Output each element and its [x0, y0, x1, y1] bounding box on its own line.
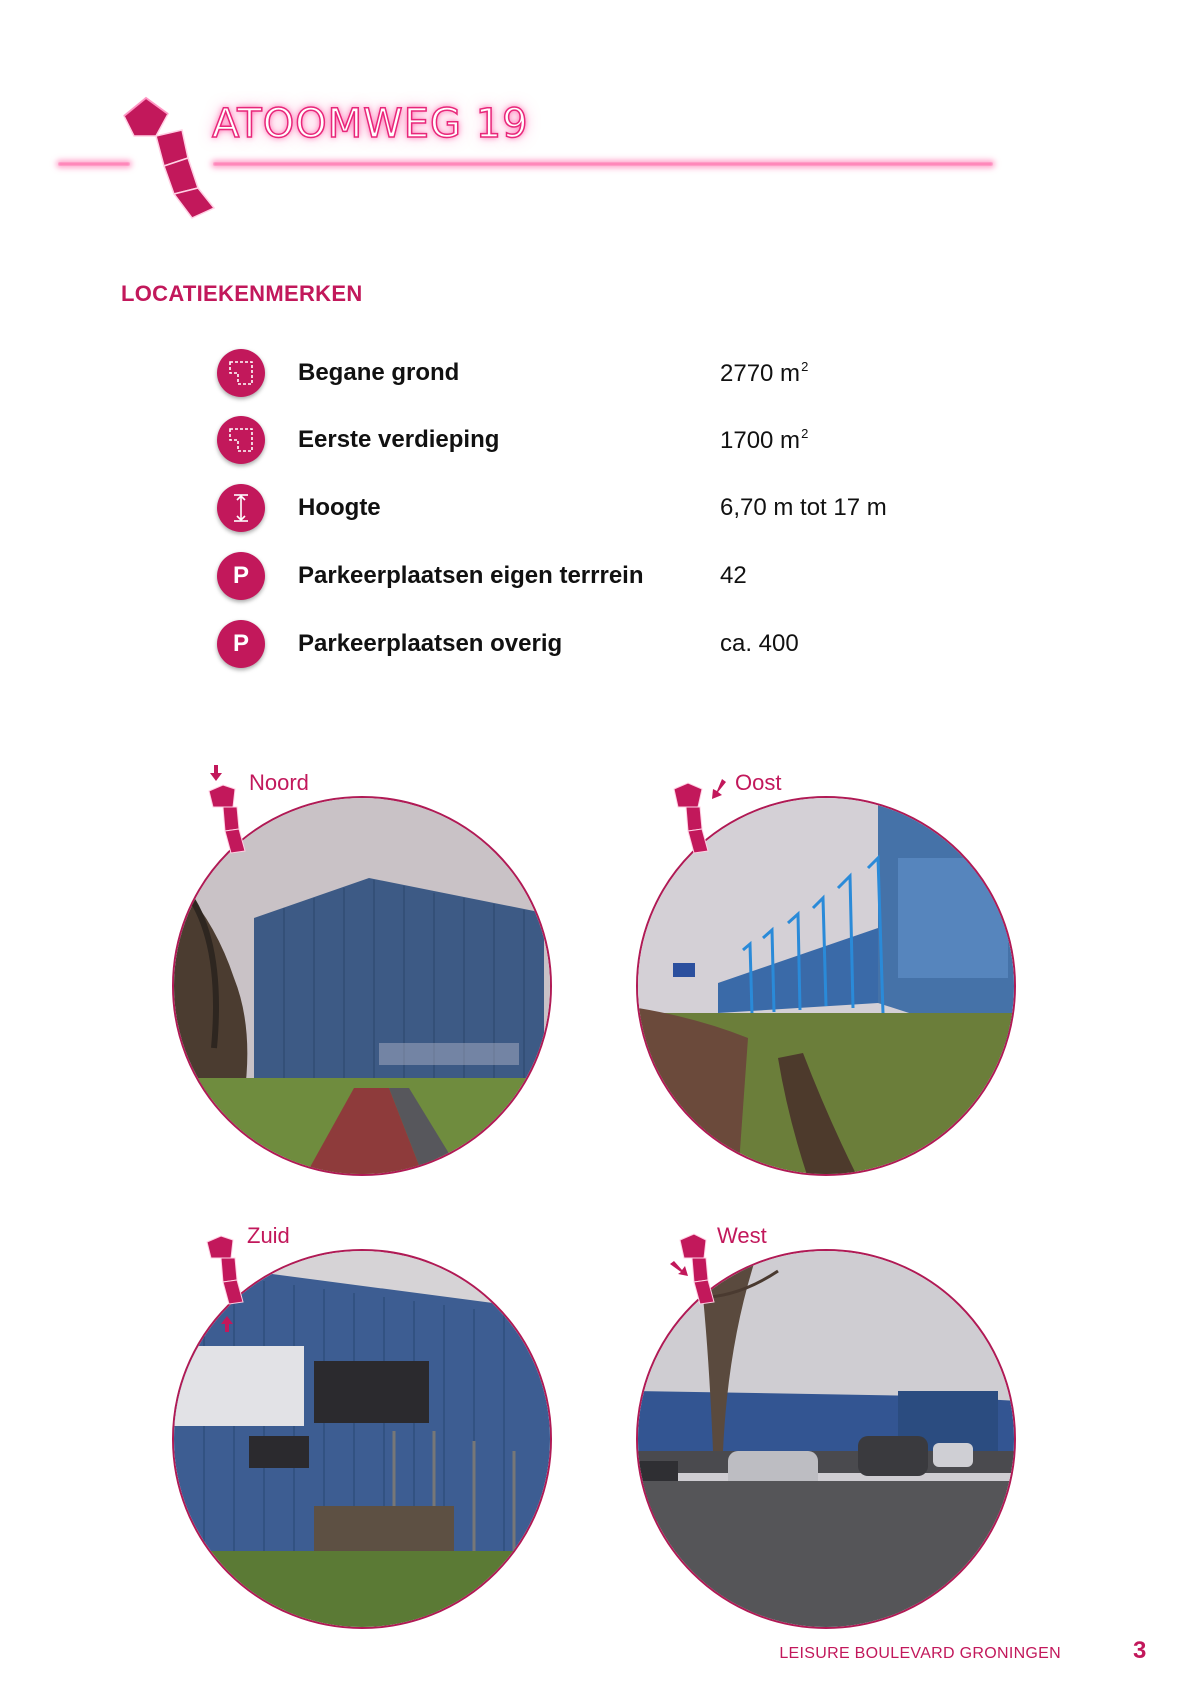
characteristic-label: Hoogte — [298, 494, 381, 521]
photo-direction-label: Zuid — [247, 1223, 290, 1248]
direction-marker-icon — [205, 761, 255, 873]
photo-direction-label: Noord — [249, 770, 309, 795]
characteristic-value: 6,70 m tot 17 m — [720, 494, 887, 521]
characteristic-label: Eerste verdieping — [298, 426, 500, 453]
characteristic-value: 1700 $m^2$ — [720, 426, 809, 454]
page-number: 3 — [1133, 1637, 1147, 1664]
parking-icon: P — [217, 552, 265, 600]
brand-logo-icon — [116, 96, 226, 221]
photo-direction-label: West — [717, 1223, 767, 1248]
parking-icon: P — [217, 620, 265, 668]
direction-marker-icon — [668, 1228, 728, 1328]
characteristic-value: 42 — [720, 562, 747, 589]
footer-text: LEISURE BOULEVARD GRONINGEN — [779, 1645, 1061, 1662]
section-heading: LOCATIEKENMERKEN — [121, 281, 363, 306]
height-icon — [217, 484, 265, 532]
floor-plan-icon — [217, 416, 265, 464]
characteristic-row — [217, 484, 937, 532]
header-neon-line-right — [213, 162, 993, 166]
characteristic-value: 2770 $m^2$ — [720, 359, 809, 387]
photo-direction-label: Oost — [735, 770, 782, 795]
direction-marker-icon — [203, 1226, 253, 1346]
characteristic-row — [217, 349, 937, 397]
characteristic-value: ca. 400 — [720, 630, 799, 657]
characteristic-label: Parkeerplaatsen overig — [298, 630, 563, 657]
characteristic-label: Begane grond — [298, 359, 460, 386]
floor-plan-icon — [217, 349, 265, 397]
characteristic-row — [217, 552, 937, 600]
characteristic-row — [217, 416, 937, 464]
direction-marker-icon — [672, 773, 742, 873]
page-title: ATOOMWEG 19 — [212, 101, 529, 147]
characteristic-label: Parkeerplaatsen eigen terrrein — [298, 562, 644, 589]
characteristic-row — [217, 620, 937, 668]
